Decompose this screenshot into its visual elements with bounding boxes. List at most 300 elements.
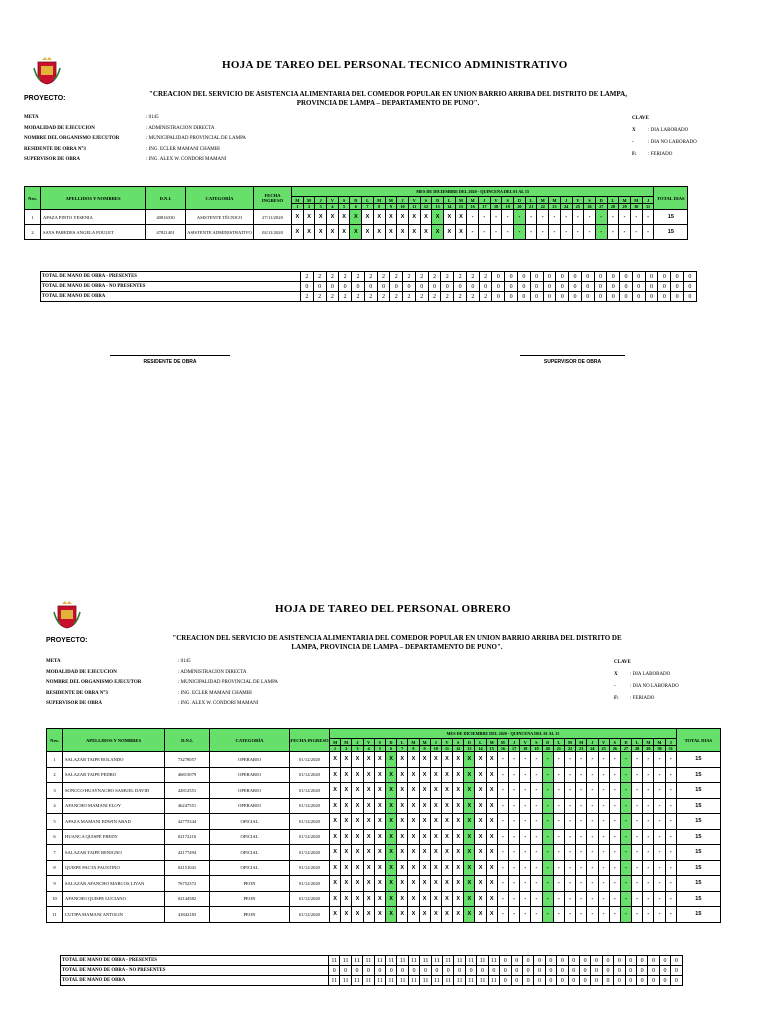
totals-value: 0 — [671, 292, 684, 302]
cell-day: X — [432, 210, 444, 225]
cell-day: X — [373, 225, 385, 240]
cell-day: X — [341, 891, 352, 907]
cell-day: X — [330, 767, 341, 783]
cell-day: X — [341, 876, 352, 892]
totals-value: 0 — [556, 272, 569, 282]
cell-day: X — [352, 783, 363, 799]
project-description: "CREACION DEL SERVICIO DE ASISTENCIA ALIMENTARIA DEL COMEDOR POPULAR EN UNION BARRIO ARRIBA DEL DISTRITO DE LAMPA, PROVINCIA DE LAMPA – DEPARTAMENTO DE PUNO". — [172, 634, 622, 651]
day-number: 9 — [419, 746, 430, 752]
cell-day: X — [385, 783, 396, 799]
cell-day: - — [467, 225, 479, 240]
day-number: 24 — [560, 204, 572, 210]
cell-fecha: 02/11/2020 — [254, 225, 292, 240]
cell-dni: 73278057 — [165, 752, 210, 768]
cell-day: X — [352, 798, 363, 814]
cell-total-dias: 15 — [676, 752, 720, 768]
cell-day: - — [632, 814, 643, 830]
cell-day: - — [479, 225, 491, 240]
day-letter: M — [408, 739, 419, 746]
totals-value: 11 — [340, 976, 351, 986]
cell-day: - — [598, 829, 609, 845]
cell-day: - — [598, 907, 609, 923]
cell-day: X — [350, 225, 362, 240]
day-number: 22 — [564, 746, 575, 752]
cell-day: X — [363, 845, 374, 861]
day-number: 9 — [385, 204, 397, 210]
cell-day: - — [665, 798, 676, 814]
cell-day: - — [587, 798, 598, 814]
cell-day: - — [514, 210, 526, 225]
totals-value: 11 — [488, 976, 499, 986]
totals-value: 0 — [614, 956, 625, 966]
cell-day: - — [609, 783, 620, 799]
day-letter: S — [420, 197, 432, 204]
cell-day: X — [453, 829, 464, 845]
cell-day: - — [584, 210, 596, 225]
day-letter: V — [327, 197, 339, 204]
day-letter: M — [373, 197, 385, 204]
totals-value: 0 — [511, 956, 522, 966]
cell-day: X — [397, 876, 408, 892]
cell-day: X — [441, 876, 452, 892]
day-number: 30 — [654, 746, 665, 752]
totals-value: 11 — [351, 956, 362, 966]
cell-day: - — [509, 752, 520, 768]
totals-value: 0 — [443, 966, 454, 976]
cell-day: - — [542, 891, 553, 907]
cell-nombre: AFANCHO MAMANI ELOY — [63, 798, 165, 814]
cell-total-dias: 15 — [676, 845, 720, 861]
totals-value: 0 — [466, 282, 479, 292]
cell-day: X — [363, 891, 374, 907]
cell-day: X — [330, 876, 341, 892]
cell-day: X — [408, 876, 419, 892]
cell-day: - — [553, 814, 564, 830]
cell-day: X — [374, 907, 385, 923]
cell-day: X — [363, 814, 374, 830]
totals-value: 0 — [363, 966, 374, 976]
signature-resident: RESIDENTE DE OBRA — [110, 355, 230, 365]
totals-value: 0 — [579, 966, 590, 976]
cell-day: X — [430, 798, 441, 814]
totals-value: 0 — [500, 966, 511, 976]
cell-day: X — [430, 891, 441, 907]
totals-value: 0 — [465, 966, 476, 976]
cell-day: X — [330, 783, 341, 799]
totals-value: 0 — [454, 966, 465, 976]
day-number: 25 — [572, 204, 584, 210]
cell-day: X — [453, 783, 464, 799]
cell-day: X — [430, 860, 441, 876]
cell-day: - — [665, 891, 676, 907]
cell-day: - — [587, 845, 598, 861]
day-number: 14 — [443, 204, 455, 210]
cell-day: X — [441, 829, 452, 845]
cell-day: - — [520, 860, 531, 876]
cell-day: - — [619, 210, 631, 225]
cell-day: - — [620, 783, 631, 799]
cell-day: X — [385, 891, 396, 907]
cell-day: - — [576, 876, 587, 892]
cell-day: - — [553, 845, 564, 861]
cell-day: X — [374, 752, 385, 768]
day-letter: M — [385, 197, 397, 204]
cell-day: - — [598, 876, 609, 892]
cell-nro: 8 — [47, 860, 63, 876]
cell-day: - — [607, 210, 619, 225]
cell-day: - — [654, 876, 665, 892]
day-number: 21 — [553, 746, 564, 752]
day-letter: M — [619, 197, 631, 204]
totals-value: 0 — [645, 282, 658, 292]
cell-day: X — [397, 907, 408, 923]
cell-day: - — [497, 876, 508, 892]
totals-value: 0 — [556, 292, 569, 302]
cell-day: - — [620, 907, 631, 923]
cell-day: X — [486, 783, 497, 799]
cell-day: - — [576, 767, 587, 783]
cell-day: X — [455, 225, 467, 240]
cell-day: X — [327, 210, 339, 225]
cell-day: X — [315, 210, 327, 225]
day-letter: S — [338, 197, 350, 204]
cell-day: - — [520, 814, 531, 830]
cell-total-dias: 15 — [676, 798, 720, 814]
day-letter: M — [537, 197, 549, 204]
cell-day: X — [441, 891, 452, 907]
cell-day: X — [430, 845, 441, 861]
cell-day: X — [443, 225, 455, 240]
totals-value: 0 — [671, 282, 684, 292]
day-number: 6 — [350, 204, 362, 210]
cell-day: - — [619, 225, 631, 240]
cell-fecha: 01/12/2020 — [290, 783, 330, 799]
cell-day: - — [572, 225, 584, 240]
day-letter: J — [430, 739, 441, 746]
day-number: 12 — [453, 746, 464, 752]
totals-value: 0 — [568, 966, 579, 976]
cell-day: X — [397, 814, 408, 830]
totals-value: 0 — [581, 292, 594, 302]
day-letter: M — [630, 197, 642, 204]
day-number: 4 — [327, 204, 339, 210]
day-letter: S — [502, 197, 514, 204]
cell-day: X — [486, 845, 497, 861]
day-letter: L — [632, 739, 643, 746]
cell-dni: 40816330 — [146, 210, 186, 225]
totals-value: 0 — [397, 966, 408, 976]
cell-day: X — [464, 814, 475, 830]
totals-value: 2 — [428, 272, 441, 282]
day-number: 2 — [341, 746, 352, 752]
totals-value: 0 — [352, 282, 365, 292]
cell-day: - — [620, 891, 631, 907]
cell-day: X — [408, 814, 419, 830]
cell-day: - — [632, 860, 643, 876]
cell-day: - — [497, 907, 508, 923]
header-nro: Nro. — [47, 729, 63, 752]
day-number: 30 — [630, 204, 642, 210]
cell-day: X — [385, 860, 396, 876]
totals-value: 0 — [659, 976, 670, 986]
day-letter: J — [665, 739, 676, 746]
day-letter: D — [542, 739, 553, 746]
cell-day: - — [632, 798, 643, 814]
totals-value: 0 — [390, 282, 403, 292]
day-number: 7 — [397, 746, 408, 752]
day-number: 2 — [303, 204, 315, 210]
totals-value: 0 — [594, 282, 607, 292]
cell-fecha: 01/12/2020 — [290, 845, 330, 861]
totals-value: 0 — [602, 976, 613, 986]
cell-day: X — [408, 907, 419, 923]
totals-value: 0 — [645, 272, 658, 282]
totals-value: 2 — [454, 292, 467, 302]
totals-value: 0 — [505, 272, 518, 282]
totals-value: 11 — [465, 956, 476, 966]
cell-day: X — [430, 814, 441, 830]
cell-day: - — [609, 798, 620, 814]
cell-day: - — [609, 907, 620, 923]
cell-nro: 5 — [47, 814, 63, 830]
cell-total-dias: 15 — [676, 860, 720, 876]
cell-day: - — [497, 845, 508, 861]
attendance-table-obrero — [46, 728, 721, 923]
cell-day: X — [453, 860, 464, 876]
cell-day: X — [330, 814, 341, 830]
cell-day: X — [303, 210, 315, 225]
day-number: 1 — [292, 204, 304, 210]
cell-day: - — [643, 783, 654, 799]
totals-value: 0 — [488, 966, 499, 976]
cell-day: - — [576, 783, 587, 799]
cell-day: - — [620, 798, 631, 814]
totals-value: 2 — [364, 272, 377, 282]
cell-day: - — [665, 767, 676, 783]
day-number: 25 — [598, 746, 609, 752]
cell-fecha: 01/12/2020 — [290, 829, 330, 845]
cell-day: - — [497, 767, 508, 783]
day-letter: D — [620, 739, 631, 746]
table-row — [47, 829, 721, 845]
totals-value: 2 — [377, 292, 390, 302]
totals-value: 0 — [645, 292, 658, 302]
cell-day: - — [642, 225, 654, 240]
cell-day: X — [341, 752, 352, 768]
project-info: META : 0145 MODALIDAD DE EJECUCION : ADMINISTRACION DIRECTA NOMBRE DEL ORGANISMO EJECUTOR : MUNICIPALIDAD PROVINCIAL DE LAMPA RESIDENTE DE OBRA N°3 : ING. ECLER MAMANI CHAMBI SUPERVISOR DE OBRA : ING. ALEX W. CONDORI MAMANI — [24, 115, 247, 162]
totals-row — [61, 976, 683, 986]
cell-day: X — [419, 798, 430, 814]
totals-value: 0 — [339, 282, 352, 292]
cell-day: X — [432, 225, 444, 240]
totals-value: 0 — [557, 976, 568, 986]
cell-day: X — [408, 860, 419, 876]
cell-day: - — [531, 752, 542, 768]
day-number: 23 — [576, 746, 587, 752]
day-number: 12 — [420, 204, 432, 210]
totals-value: 2 — [352, 272, 365, 282]
cell-day: - — [587, 829, 598, 845]
cell-day: X — [419, 891, 430, 907]
cell-day: - — [553, 891, 564, 907]
cell-day: X — [453, 907, 464, 923]
cell-day: - — [576, 907, 587, 923]
cell-day: - — [497, 814, 508, 830]
day-number: 24 — [587, 746, 598, 752]
cell-day: - — [587, 907, 598, 923]
cell-day: X — [464, 876, 475, 892]
day-letter: J — [509, 739, 520, 746]
totals-value: 0 — [614, 976, 625, 986]
cell-day: - — [520, 829, 531, 845]
cell-day: X — [292, 210, 304, 225]
cell-day: X — [486, 907, 497, 923]
cell-day: - — [467, 210, 479, 225]
municipal-coat-of-arms-icon — [52, 600, 82, 630]
totals-value: 0 — [632, 282, 645, 292]
cell-day: - — [643, 876, 654, 892]
totals-value: 11 — [477, 956, 488, 966]
day-letter: M — [549, 197, 561, 204]
totals-value: 0 — [326, 282, 339, 292]
cell-day: X — [397, 860, 408, 876]
cell-day: X — [341, 783, 352, 799]
cell-total-dias: 15 — [676, 829, 720, 845]
cell-day: - — [620, 829, 631, 845]
cell-day: - — [531, 829, 542, 845]
cell-day: X — [385, 225, 397, 240]
cell-day: - — [497, 891, 508, 907]
cell-day: X — [464, 860, 475, 876]
cell-day: X — [397, 798, 408, 814]
totals-value: 0 — [607, 292, 620, 302]
cell-day: - — [514, 225, 526, 240]
cell-day: - — [576, 891, 587, 907]
totals-value: 0 — [313, 282, 326, 292]
cell-fecha: 01/12/2020 — [290, 860, 330, 876]
legend-key: CLAVE X : DIA LABORADO - : DIA NO LABORADO F: : FERIADO — [614, 660, 679, 701]
totals-value: 11 — [329, 976, 340, 986]
cell-nombre: CUTIPA MAMANI ANTOLIN — [63, 907, 165, 923]
totals-value: 0 — [518, 272, 531, 282]
cell-day: X — [464, 891, 475, 907]
cell-day: - — [609, 767, 620, 783]
cell-dni: 42775344 — [165, 814, 210, 830]
day-letter: J — [587, 739, 598, 746]
totals-value: 2 — [352, 292, 365, 302]
cell-day: X — [315, 225, 327, 240]
totals-value: 0 — [454, 282, 467, 292]
cell-day: - — [509, 845, 520, 861]
day-number: 13 — [464, 746, 475, 752]
totals-value: 2 — [313, 272, 326, 282]
cell-day: - — [632, 829, 643, 845]
cell-day: - — [598, 752, 609, 768]
cell-day: X — [475, 829, 486, 845]
totals-value: 11 — [431, 956, 442, 966]
totals-value: 0 — [620, 272, 633, 282]
cell-day: X — [441, 907, 452, 923]
totals-value: 0 — [374, 966, 385, 976]
legend-key: CLAVE X : DIA LABORADO - : DIA NO LABORADO F: : FERIADO — [632, 116, 697, 157]
day-letter: D — [385, 739, 396, 746]
cell-day: - — [598, 767, 609, 783]
cell-day: - — [665, 783, 676, 799]
cell-day: X — [374, 860, 385, 876]
totals-value: 0 — [648, 956, 659, 966]
signature-supervisor: SUPERVISOR DE OBRA — [520, 355, 625, 365]
cell-day: X — [374, 829, 385, 845]
cell-day: X — [341, 829, 352, 845]
cell-day: X — [397, 845, 408, 861]
cell-day: - — [564, 891, 575, 907]
totals-value: 2 — [466, 272, 479, 282]
cell-total-dias: 15 — [676, 891, 720, 907]
day-letter: M — [467, 197, 479, 204]
cell-day: X — [385, 210, 397, 225]
cell-day: - — [520, 752, 531, 768]
cell-day: X — [475, 798, 486, 814]
totals-value: 2 — [390, 292, 403, 302]
cell-day: X — [408, 783, 419, 799]
cell-day: - — [509, 891, 520, 907]
day-letter: L — [607, 197, 619, 204]
cell-day: - — [665, 860, 676, 876]
day-number: 13 — [432, 204, 444, 210]
cell-day: - — [598, 860, 609, 876]
cell-day: - — [564, 907, 575, 923]
cell-day: X — [419, 814, 430, 830]
cell-day: X — [362, 225, 374, 240]
totals-value: 0 — [568, 976, 579, 986]
cell-day: - — [665, 829, 676, 845]
cell-day: - — [531, 860, 542, 876]
cell-day: X — [464, 798, 475, 814]
cell-day: X — [455, 210, 467, 225]
cell-day: X — [352, 767, 363, 783]
cell-day: - — [643, 798, 654, 814]
totals-value: 0 — [556, 282, 569, 292]
day-letter: J — [642, 197, 654, 204]
cell-day: - — [520, 798, 531, 814]
cell-day: X — [352, 860, 363, 876]
day-number: 5 — [338, 204, 350, 210]
cell-total-dias: 15 — [676, 783, 720, 799]
totals-value: 0 — [351, 966, 362, 976]
cell-day: X — [430, 907, 441, 923]
day-number: 15 — [455, 204, 467, 210]
cell-day: - — [497, 798, 508, 814]
cell-day: X — [475, 907, 486, 923]
totals-value: 2 — [415, 292, 428, 302]
day-letter: L — [553, 739, 564, 746]
cell-day: - — [564, 860, 575, 876]
totals-value: 2 — [403, 292, 416, 302]
totals-value: 0 — [625, 966, 636, 976]
cell-day: X — [453, 814, 464, 830]
cell-day: - — [542, 860, 553, 876]
cell-day: X — [464, 907, 475, 923]
cell-day: X — [397, 783, 408, 799]
cell-day: X — [419, 876, 430, 892]
totals-table-obrero — [60, 955, 683, 986]
day-letter: L — [525, 197, 537, 204]
header-nombres: APELLIDOS Y NOMBRES — [41, 187, 146, 210]
totals-value: 0 — [500, 956, 511, 966]
cell-day: X — [363, 860, 374, 876]
cell-day: - — [620, 845, 631, 861]
day-letter: J — [315, 197, 327, 204]
